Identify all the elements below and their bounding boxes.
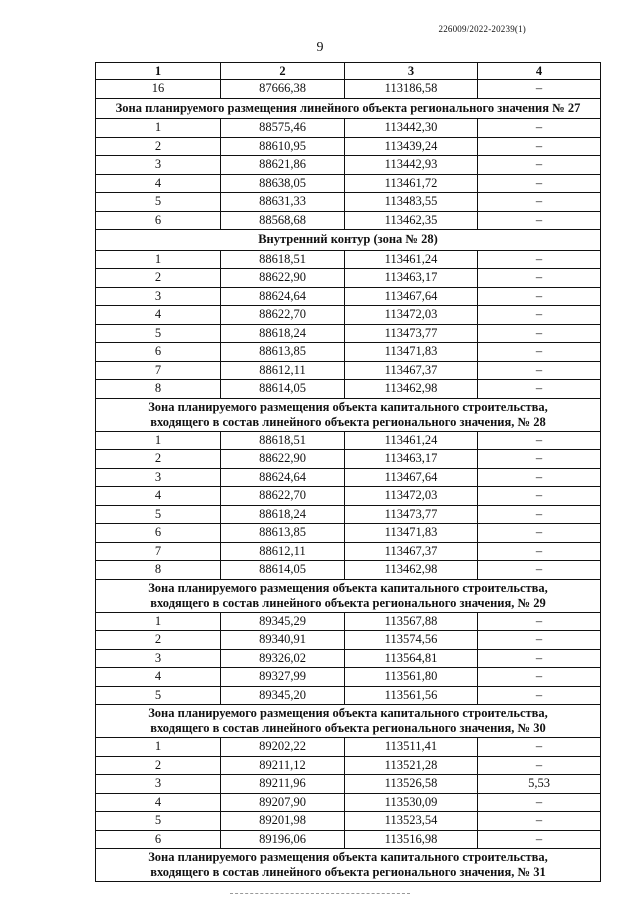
table-row	[96, 505, 601, 524]
radius-cell: –	[478, 211, 601, 230]
x-coordinate-cell: 88638,05	[221, 174, 345, 193]
radius-cell: –	[478, 343, 601, 362]
x-coordinate-cell: 88624,64	[221, 287, 345, 306]
point-number-cell: 2	[96, 450, 221, 469]
x-coordinate-cell: 89201,98	[221, 812, 345, 831]
y-coordinate-cell: 113463,17	[345, 269, 478, 288]
zone-heading-row	[96, 398, 601, 431]
x-coordinate-cell: 89196,06	[221, 830, 345, 849]
zone-heading-line: Зона планируемого размещения объекта капитального строительства,	[148, 706, 548, 720]
point-number-cell: 5	[96, 812, 221, 831]
y-coordinate-cell: 113442,93	[345, 156, 478, 175]
point-number-cell: 4	[96, 306, 221, 325]
y-coordinate-cell: 113516,98	[345, 830, 478, 849]
x-coordinate-cell: 89340,91	[221, 631, 345, 650]
radius-cell: –	[478, 793, 601, 812]
radius-cell: –	[478, 119, 601, 138]
point-number-cell: 2	[96, 137, 221, 156]
x-coordinate-cell: 89202,22	[221, 738, 345, 757]
zone-heading	[96, 579, 601, 612]
x-coordinate-cell: 89345,29	[221, 612, 345, 631]
y-coordinate-cell: 113471,83	[345, 524, 478, 543]
table-row	[96, 561, 601, 580]
zone-heading-line: Зона планируемого размещения линейного объекта регионального значения № 27	[115, 100, 581, 115]
y-coordinate-cell: 113472,03	[345, 487, 478, 506]
radius-cell: –	[478, 612, 601, 631]
y-coordinate-cell: 113442,30	[345, 119, 478, 138]
table-row	[96, 686, 601, 705]
point-number-cell: 5	[96, 324, 221, 343]
radius-cell: –	[478, 649, 601, 668]
point-number-cell: 1	[96, 119, 221, 138]
radius-cell: –	[478, 542, 601, 561]
point-number-cell: 4	[96, 793, 221, 812]
table-row	[96, 343, 601, 362]
zone-heading-line: входящего в состав линейного объекта регионального значения, № 31	[150, 865, 546, 879]
x-coordinate-cell: 88624,64	[221, 468, 345, 487]
x-coordinate-cell: 88622,90	[221, 450, 345, 469]
radius-cell: –	[478, 380, 601, 399]
zone-heading-line: входящего в состав линейного объекта регионального значения, № 28	[150, 414, 546, 429]
table-row	[96, 793, 601, 812]
point-number-cell: 8	[96, 561, 221, 580]
point-number-cell: 4	[96, 668, 221, 687]
point-number-cell: 16	[96, 80, 221, 99]
point-number-cell: 3	[96, 468, 221, 487]
x-coordinate-cell: 88618,24	[221, 505, 345, 524]
y-coordinate-cell: 113467,64	[345, 287, 478, 306]
y-coordinate-cell: 113521,28	[345, 756, 478, 775]
point-number-cell: 1	[96, 250, 221, 269]
y-coordinate-cell: 113461,24	[345, 250, 478, 269]
point-number-cell: 1	[96, 431, 221, 450]
x-coordinate-cell: 89211,12	[221, 756, 345, 775]
radius-cell: –	[478, 505, 601, 524]
point-number-cell: 6	[96, 830, 221, 849]
table-row	[96, 542, 601, 561]
y-coordinate-cell: 113530,09	[345, 793, 478, 812]
table-header-row	[96, 63, 601, 80]
y-coordinate-cell: 113186,58	[345, 80, 478, 99]
point-number-cell: 5	[96, 686, 221, 705]
zone-heading-row	[96, 579, 601, 612]
x-coordinate-cell: 88613,85	[221, 524, 345, 543]
y-coordinate-cell: 113561,80	[345, 668, 478, 687]
point-number-cell: 3	[96, 156, 221, 175]
x-coordinate-cell: 89327,99	[221, 668, 345, 687]
y-coordinate-cell: 113567,88	[345, 612, 478, 631]
document-registration-number: 226009/2022-20239(1)	[438, 24, 526, 34]
point-number-cell: 4	[96, 487, 221, 506]
table-row	[96, 812, 601, 831]
y-coordinate-cell: 113526,58	[345, 775, 478, 794]
x-coordinate-cell: 88613,85	[221, 343, 345, 362]
table-row	[96, 431, 601, 450]
zone-heading-row	[96, 705, 601, 738]
x-coordinate-cell: 89207,90	[221, 793, 345, 812]
zone-heading	[96, 398, 601, 431]
table-row	[96, 468, 601, 487]
x-coordinate-cell: 88614,05	[221, 380, 345, 399]
radius-cell: –	[478, 269, 601, 288]
radius-cell: –	[478, 668, 601, 687]
x-coordinate-cell: 88621,86	[221, 156, 345, 175]
y-coordinate-cell: 113439,24	[345, 137, 478, 156]
y-coordinate-cell: 113467,64	[345, 468, 478, 487]
radius-cell: –	[478, 287, 601, 306]
radius-cell: –	[478, 561, 601, 580]
radius-cell: –	[478, 738, 601, 757]
table-row	[96, 380, 601, 399]
table-row	[96, 119, 601, 138]
y-coordinate-cell: 113523,54	[345, 812, 478, 831]
radius-cell: –	[478, 431, 601, 450]
radius-cell: –	[478, 524, 601, 543]
radius-cell: –	[478, 361, 601, 380]
x-coordinate-cell: 88610,95	[221, 137, 345, 156]
x-coordinate-cell: 88612,11	[221, 361, 345, 380]
table-row	[96, 830, 601, 849]
radius-cell: –	[478, 306, 601, 325]
y-coordinate-cell: 113461,24	[345, 431, 478, 450]
scan-artifact-line	[230, 893, 410, 896]
zone-heading	[96, 230, 601, 251]
y-coordinate-cell: 113483,55	[345, 193, 478, 212]
zone-heading-row	[96, 230, 601, 251]
zone-heading-line: входящего в состав линейного объекта регионального значения, № 30	[150, 721, 546, 735]
point-number-cell: 3	[96, 287, 221, 306]
zone-heading	[96, 849, 601, 882]
point-number-cell: 2	[96, 631, 221, 650]
radius-cell: –	[478, 487, 601, 506]
point-number-cell: 8	[96, 380, 221, 399]
y-coordinate-cell: 113467,37	[345, 361, 478, 380]
table-row	[96, 174, 601, 193]
y-coordinate-cell: 113462,98	[345, 561, 478, 580]
zone-heading-line: входящего в состав линейного объекта регионального значения, № 29	[150, 595, 546, 610]
radius-cell: –	[478, 193, 601, 212]
point-number-cell: 2	[96, 756, 221, 775]
page-number: 9	[316, 40, 324, 55]
table-row	[96, 193, 601, 212]
point-number-cell: 1	[96, 612, 221, 631]
x-coordinate-cell: 88631,33	[221, 193, 345, 212]
point-number-cell: 2	[96, 269, 221, 288]
zone-heading-row	[96, 849, 601, 882]
zone-heading-line: Зона планируемого размещения объекта капитального строительства,	[148, 399, 548, 414]
y-coordinate-cell: 113564,81	[345, 649, 478, 668]
x-coordinate-cell: 89345,20	[221, 686, 345, 705]
table-row	[96, 524, 601, 543]
zone-heading-line: Зона планируемого размещения объекта капитального строительства,	[148, 580, 548, 595]
column-header-y: 3	[345, 63, 478, 80]
table-row	[96, 287, 601, 306]
table-row	[96, 631, 601, 650]
radius-cell: –	[478, 450, 601, 469]
point-number-cell: 1	[96, 738, 221, 757]
table-row	[96, 487, 601, 506]
x-coordinate-cell: 89211,96	[221, 775, 345, 794]
table-row	[96, 775, 601, 794]
y-coordinate-cell: 113463,17	[345, 450, 478, 469]
y-coordinate-cell: 113473,77	[345, 324, 478, 343]
y-coordinate-cell: 113511,41	[345, 738, 478, 757]
radius-cell: –	[478, 631, 601, 650]
x-coordinate-cell: 88618,51	[221, 431, 345, 450]
table-row	[96, 80, 601, 99]
point-number-cell: 7	[96, 542, 221, 561]
table-row	[96, 756, 601, 775]
radius-cell: –	[478, 686, 601, 705]
x-coordinate-cell: 88618,24	[221, 324, 345, 343]
x-coordinate-cell: 88622,70	[221, 487, 345, 506]
point-number-cell: 6	[96, 343, 221, 362]
point-number-cell: 3	[96, 649, 221, 668]
point-number-cell: 5	[96, 505, 221, 524]
radius-cell: 5,53	[478, 775, 601, 794]
x-coordinate-cell: 88622,70	[221, 306, 345, 325]
table-row	[96, 612, 601, 631]
radius-cell: –	[478, 812, 601, 831]
y-coordinate-cell: 113461,72	[345, 174, 478, 193]
y-coordinate-cell: 113471,83	[345, 343, 478, 362]
table-row	[96, 649, 601, 668]
table-row	[96, 324, 601, 343]
y-coordinate-cell: 113472,03	[345, 306, 478, 325]
radius-cell: –	[478, 80, 601, 99]
radius-cell: –	[478, 250, 601, 269]
point-number-cell: 3	[96, 775, 221, 794]
y-coordinate-cell: 113462,35	[345, 211, 478, 230]
x-coordinate-cell: 89326,02	[221, 649, 345, 668]
x-coordinate-cell: 88612,11	[221, 542, 345, 561]
zone-heading	[96, 705, 601, 738]
x-coordinate-cell: 88622,90	[221, 269, 345, 288]
y-coordinate-cell: 113561,56	[345, 686, 478, 705]
radius-cell: –	[478, 174, 601, 193]
y-coordinate-cell: 113574,56	[345, 631, 478, 650]
point-number-cell: 5	[96, 193, 221, 212]
y-coordinate-cell: 113462,98	[345, 380, 478, 399]
radius-cell: –	[478, 156, 601, 175]
point-number-cell: 4	[96, 174, 221, 193]
table-row	[96, 738, 601, 757]
column-header-x: 2	[221, 63, 345, 80]
x-coordinate-cell: 88575,46	[221, 119, 345, 138]
x-coordinate-cell: 88614,05	[221, 561, 345, 580]
column-header-point-number: 1	[96, 63, 221, 80]
table-row	[96, 306, 601, 325]
table-row	[96, 250, 601, 269]
radius-cell: –	[478, 468, 601, 487]
radius-cell: –	[478, 830, 601, 849]
point-number-cell: 7	[96, 361, 221, 380]
x-coordinate-cell: 87666,38	[221, 80, 345, 99]
radius-cell: –	[478, 137, 601, 156]
table-row	[96, 450, 601, 469]
zone-heading-row	[96, 98, 601, 119]
y-coordinate-cell: 113473,77	[345, 505, 478, 524]
x-coordinate-cell: 88568,68	[221, 211, 345, 230]
y-coordinate-cell: 113467,37	[345, 542, 478, 561]
table-row	[96, 361, 601, 380]
table-row	[96, 668, 601, 687]
radius-cell: –	[478, 324, 601, 343]
point-number-cell: 6	[96, 211, 221, 230]
x-coordinate-cell: 88618,51	[221, 250, 345, 269]
table-row	[96, 269, 601, 288]
table-row	[96, 156, 601, 175]
table-row	[96, 137, 601, 156]
coordinates-table	[95, 62, 601, 882]
table-row	[96, 211, 601, 230]
zone-heading-line: Зона планируемого размещения объекта капитального строительства,	[148, 850, 548, 864]
column-header-radius: 4	[478, 63, 601, 80]
point-number-cell: 6	[96, 524, 221, 543]
zone-heading	[96, 98, 601, 119]
zone-heading-line: Внутренний контур (зона № 28)	[258, 232, 438, 247]
radius-cell: –	[478, 756, 601, 775]
